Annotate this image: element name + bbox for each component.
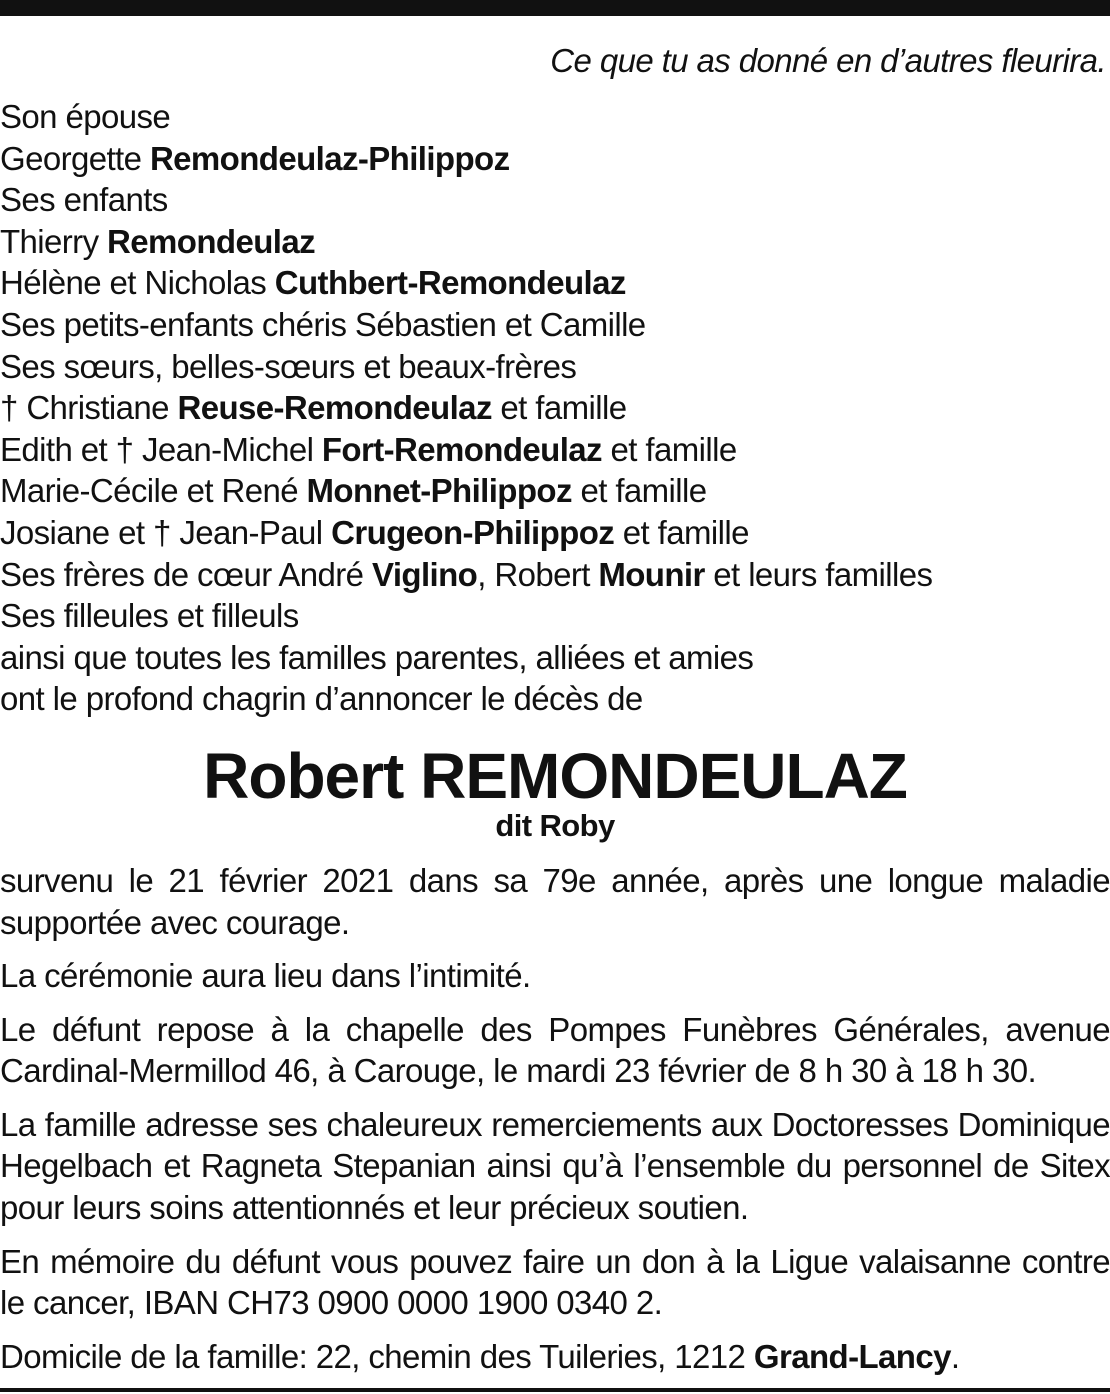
heart-brothers-prefix: Ses frères de cœur André	[0, 555, 372, 593]
sibling-suffix: et famille	[601, 430, 737, 468]
heart-brothers-suffix: et leurs familles	[704, 555, 933, 593]
bottom-border-rule	[0, 1388, 1110, 1392]
donation-paragraph: En mémoire du défunt vous pouvez faire un don à la Ligue valaisanne contre le cancer, IBAN CH73 0900 0000 1900 0340 2.	[0, 1242, 1110, 1322]
spouse-label: Son épouse	[0, 98, 171, 135]
sibling-line-4	[0, 512, 1110, 554]
sibling-suffix: et famille	[571, 472, 707, 510]
announcement-line: ont le profond chagrin d’annoncer le décès de	[0, 680, 643, 718]
sibling-last-name: Fort-Remondeulaz	[321, 430, 602, 468]
sibling-last-name: Reuse-Remondeulaz	[177, 389, 492, 427]
sibling-first-name: Edith et † Jean-Michel	[0, 430, 322, 468]
sibling-first-name: Marie-Cécile et René	[0, 472, 307, 510]
sibling-last-name: Crugeon-Philippoz	[331, 513, 615, 551]
domicile-paragraph	[0, 1336, 1110, 1378]
heart-brother-2-last-name: Mounir	[598, 555, 705, 593]
child-last-name: Cuthbert-Remondeulaz	[274, 264, 626, 302]
deceased-nickname: dit Roby	[495, 807, 615, 843]
sibling-line-1	[0, 387, 1110, 429]
grandchildren-line: Ses petits-enfants chéris Sébastien et Camille	[0, 305, 646, 343]
top-border-rule	[0, 0, 1110, 16]
child-last-name: Remondeulaz	[107, 222, 315, 260]
heart-brothers-mid: , Robert	[477, 555, 599, 593]
ceremony-paragraph: La cérémonie aura lieu dans l’intimité.	[0, 957, 531, 995]
sibling-line-2	[0, 429, 1110, 471]
sibling-suffix: et famille	[614, 513, 749, 551]
viewing-paragraph: Le défunt repose à la chapelle des Pompes Funèbres Générales, avenue Cardinal-Mermillod 46, à Carouge, le mardi 23 février de 8 h 30 à 18 h 30.	[0, 1010, 1110, 1090]
child-line-2	[0, 262, 1110, 304]
sibling-first-name: † Christiane	[0, 389, 178, 427]
thanks-paragraph: La famille adresse ses chaleureux remerciements aux Doctoresses Dominique Hegelbach et Ragneta Stepanian ainsi qu’à l’ensemble du personnel de Sitex pour leurs soins attentionnés et leur précieux soutien.	[0, 1105, 1110, 1227]
children-label: Ses enfants	[0, 181, 168, 219]
deceased-block	[0, 740, 1110, 844]
sibling-line-3	[0, 470, 1110, 512]
death-paragraph: survenu le 21 février 2021 dans sa 79e année, après une longue maladie supportée avec courage.	[0, 861, 1110, 941]
sibling-suffix: et famille	[491, 389, 627, 427]
spouse-first-name: Georgette	[0, 139, 150, 177]
sibling-last-name: Monnet-Philippoz	[306, 472, 572, 510]
epigraph: Ce que tu as donné en d’autres fleurira.	[550, 42, 1106, 79]
godchildren-line: Ses filleules et filleuls	[0, 597, 299, 635]
siblings-label: Ses sœurs, belles-sœurs et beaux-frères	[0, 347, 577, 385]
spouse-line	[0, 138, 1110, 180]
other-families-line: ainsi que toutes les familles parentes, alliées et amies	[0, 638, 754, 676]
child-line-1	[0, 221, 1110, 263]
domicile-address: Domicile de la famille: 22, chemin des Tuileries, 1212	[0, 1337, 754, 1375]
deceased-name: Robert REMONDEULAZ	[203, 739, 907, 812]
sibling-first-name: Josiane et † Jean-Paul	[0, 513, 332, 551]
domicile-city: Grand-Lancy	[753, 1337, 951, 1375]
obituary-notice	[0, 38, 1110, 1377]
domicile-end: .	[950, 1337, 960, 1375]
spouse-last-name: Remondeulaz-Philippoz	[149, 139, 510, 177]
heart-brother-1-last-name: Viglino	[372, 555, 478, 593]
child-first-name: Thierry	[0, 222, 108, 260]
heart-brothers-line	[0, 554, 1110, 596]
child-first-name: Hélène et Nicholas	[0, 264, 275, 302]
